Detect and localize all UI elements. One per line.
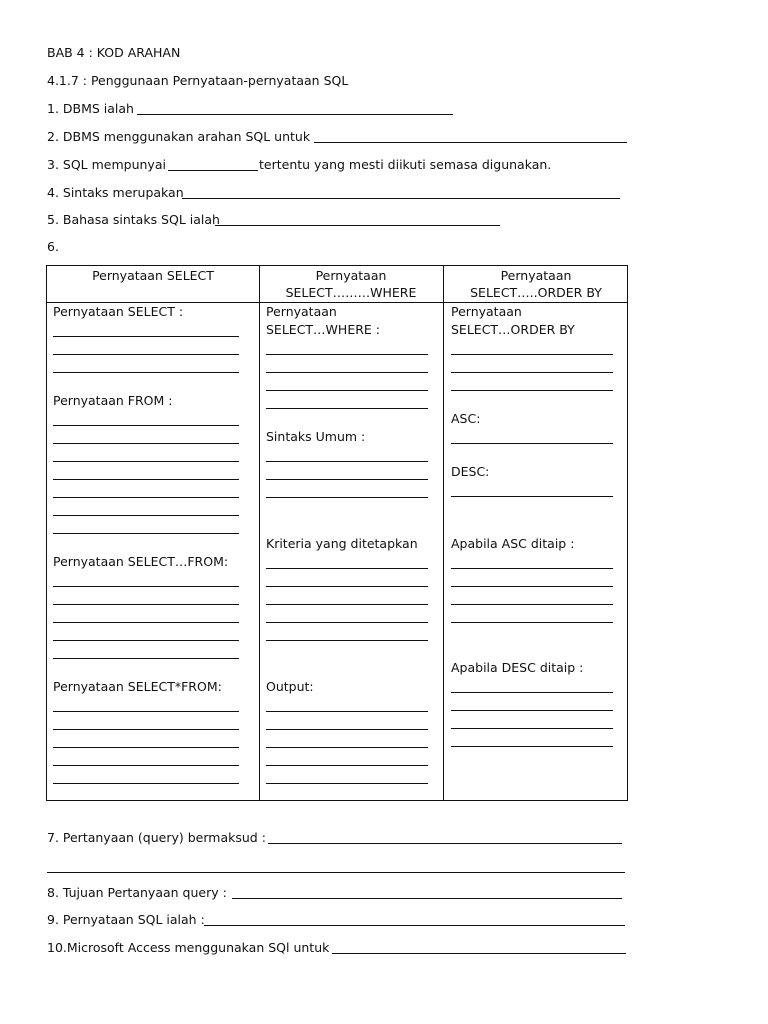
column-divider [259,266,260,800]
question-8: 8. Tujuan Pertanyaan query : [47,885,227,900]
answer-line[interactable] [53,640,239,641]
answer-line[interactable] [266,354,428,355]
answer-line[interactable] [53,729,239,730]
answer-line[interactable] [266,390,428,391]
label-asc-typed: Apabila ASC ditaip : [451,536,575,551]
question-7: 7. Pertanyaan (query) bermaksud : [47,830,266,845]
answer-line[interactable] [53,443,239,444]
answer-line[interactable] [451,568,613,569]
answer-line-4[interactable] [182,198,620,199]
answer-line[interactable] [266,711,428,712]
label-select-star-from: Pernyataan SELECT*FROM: [53,679,222,694]
label-from: Pernyataan FROM : [53,393,173,408]
answer-line[interactable] [266,640,428,641]
question-9: 9. Pernyataan SQL ialah : [47,912,205,927]
header-where-line2: SELECT………WHERE [285,285,417,300]
answer-line[interactable] [53,515,239,516]
label-asc: ASC: [451,411,481,426]
answer-line[interactable] [266,747,428,748]
label-syntax: Sintaks Umum : [266,429,366,444]
answer-line-1[interactable] [137,114,453,115]
answer-line[interactable] [266,372,428,373]
answer-line[interactable] [451,710,613,711]
answer-line[interactable] [266,622,428,623]
column-divider [443,266,444,800]
question-2: 2. DBMS menggunakan arahan SQL untuk [47,129,311,144]
question-10: 10.Microsoft Access menggunakan SQl untuk [47,940,330,955]
label-select: Pernyataan SELECT : [53,304,184,319]
answer-line[interactable] [53,711,239,712]
header-orderby-line1: Pernyataan [500,268,572,283]
answer-line[interactable] [451,622,613,623]
label-orderby-title-1: Pernyataan [451,304,522,319]
answer-line[interactable] [266,765,428,766]
label-desc-typed: Apabila DESC ditaip : [451,660,584,675]
answer-line[interactable] [266,729,428,730]
answer-line[interactable] [266,461,428,462]
answer-line[interactable] [53,497,239,498]
question-4: 4. Sintaks merupakan [47,185,184,200]
answer-line[interactable] [266,604,428,605]
answer-line-10[interactable] [332,953,626,954]
answer-line[interactable] [451,746,613,747]
answer-line[interactable] [53,586,239,587]
header-select: Pernyataan SELECT [92,268,214,283]
answer-line[interactable] [53,372,239,373]
statements-table [46,265,628,801]
header-orderby-line2: SELECT…..ORDER BY [470,285,602,300]
answer-line[interactable] [53,604,239,605]
answer-line[interactable] [266,497,428,498]
answer-line[interactable] [266,408,428,409]
question-3-prefix: 3. SQL mempunyai [47,157,166,172]
answer-line[interactable] [451,390,613,391]
answer-line[interactable] [53,425,239,426]
answer-line[interactable] [451,496,613,497]
answer-line[interactable] [53,765,239,766]
answer-line[interactable] [53,783,239,784]
answer-line[interactable] [451,728,613,729]
label-criteria: Kriteria yang ditetapkan [266,536,418,551]
answer-line[interactable] [451,586,613,587]
answer-line[interactable] [53,461,239,462]
answer-line[interactable] [266,586,428,587]
answer-line-8[interactable] [232,898,622,899]
answer-line[interactable] [53,658,239,659]
answer-line[interactable] [53,622,239,623]
answer-line-7[interactable] [268,843,622,844]
question-5: 5. Bahasa sintaks SQL ialah [47,212,220,227]
answer-line[interactable] [53,533,239,534]
answer-line-2[interactable] [314,142,627,143]
label-where-title-2: SELECT…WHERE : [266,322,380,337]
answer-line[interactable] [451,372,613,373]
answer-line[interactable] [53,336,239,337]
answer-line[interactable] [53,479,239,480]
header-where-line1: Pernyataan [315,268,387,283]
answer-line[interactable] [451,604,613,605]
question-6: 6. [47,239,59,254]
answer-line[interactable] [53,354,239,355]
answer-line[interactable] [451,443,613,444]
chapter-title: BAB 4 : KOD ARAHAN [47,45,181,60]
answer-line-5[interactable] [215,225,500,226]
section-title: 4.1.7 : Penggunaan Pernyataan-pernyataan SQL [47,73,349,88]
question-1: 1. DBMS ialah [47,101,134,116]
label-output: Output: [266,679,314,694]
question-3-suffix: tertentu yang mesti diikuti semasa digunakan. [259,157,552,172]
answer-line[interactable] [266,568,428,569]
answer-line-9[interactable] [204,925,625,926]
answer-line-7b[interactable] [47,872,625,873]
label-desc: DESC: [451,464,490,479]
answer-line[interactable] [451,692,613,693]
label-select-from: Pernyataan SELECT…FROM: [53,554,229,569]
answer-line[interactable] [266,479,428,480]
answer-line[interactable] [53,747,239,748]
label-where-title-1: Pernyataan [266,304,337,319]
answer-line-3[interactable] [168,170,258,171]
answer-line[interactable] [266,783,428,784]
answer-line[interactable] [451,354,613,355]
label-orderby-title-2: SELECT…ORDER BY [451,322,575,337]
